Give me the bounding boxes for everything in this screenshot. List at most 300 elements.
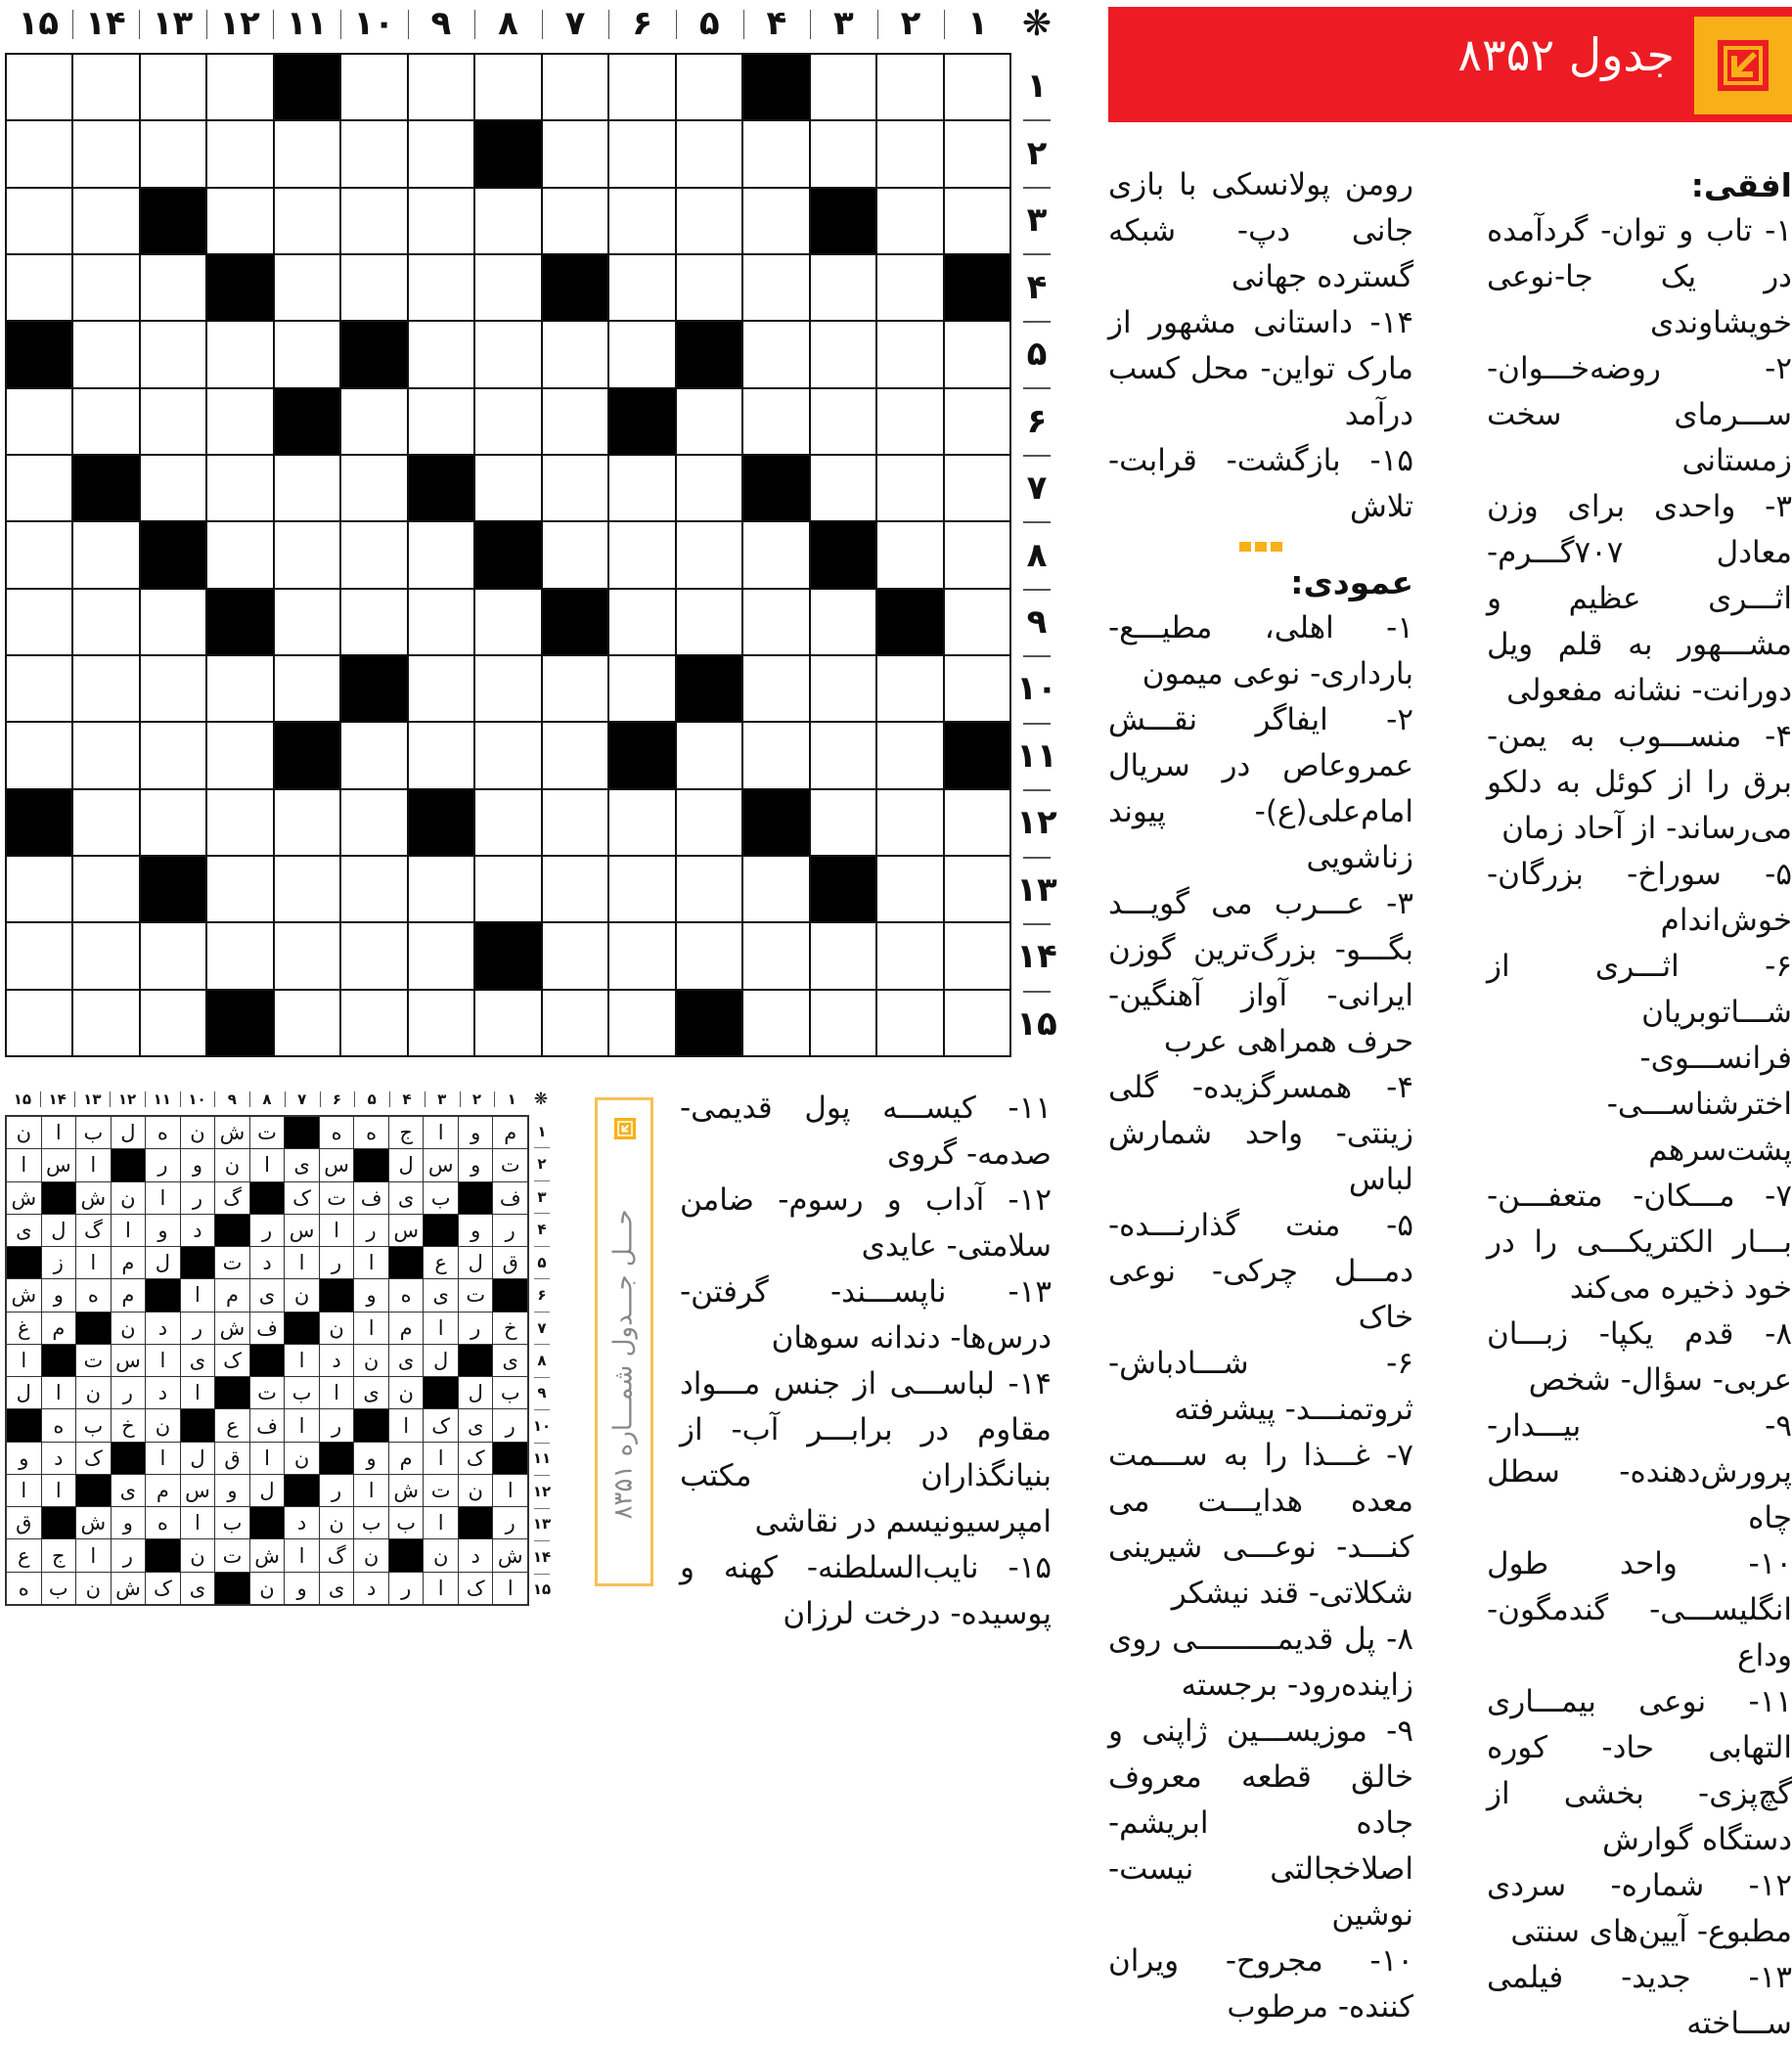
grid-cell[interactable]	[877, 322, 942, 386]
grid-cell[interactable]	[73, 790, 138, 855]
grid-cell[interactable]	[275, 923, 339, 988]
grid-cell[interactable]	[945, 456, 1009, 520]
grid-cell[interactable]	[141, 723, 205, 787]
grid-cell[interactable]	[475, 189, 540, 253]
solution-letter-cell: ن	[112, 1182, 146, 1214]
solution-letter-cell: ش	[76, 1182, 111, 1214]
solution-black-cell	[354, 1149, 388, 1180]
grid-cell[interactable]	[141, 923, 205, 988]
solution-letter-cell: ا	[76, 1539, 111, 1571]
grid-cell[interactable]	[677, 723, 741, 787]
solution-letter-cell: و	[459, 1117, 493, 1148]
grid-cell[interactable]	[275, 121, 339, 186]
grid-cell[interactable]	[811, 991, 875, 1055]
solution-letter-cell: ش	[112, 1573, 146, 1604]
grid-cell[interactable]	[341, 255, 406, 320]
grid-cell[interactable]	[409, 857, 473, 921]
solution-letter-cell: ن	[285, 1279, 319, 1311]
grid-cell[interactable]	[275, 189, 339, 253]
grid-cell[interactable]	[543, 121, 607, 186]
clue-text: ۴- منســـوب به یمن- برق را از کوئل به دلکو می‌رساند- از آحاد زمان	[1487, 719, 1792, 846]
solution-letter-cell: ر	[354, 1215, 388, 1246]
grid-cell[interactable]	[677, 189, 741, 253]
solution-letter-cell: م	[493, 1117, 527, 1148]
grid-cell[interactable]	[677, 590, 741, 654]
solution-letter-cell: ن	[389, 1377, 424, 1408]
black-cell	[341, 656, 406, 721]
grid-cell[interactable]	[207, 55, 272, 119]
grid-cell[interactable]	[341, 456, 406, 520]
grid-cell[interactable]	[73, 255, 138, 320]
grid-cell[interactable]	[609, 857, 674, 921]
black-cell	[409, 456, 473, 520]
black-cell	[945, 723, 1009, 787]
solution-letter-cell: ا	[250, 1443, 285, 1474]
grid-cell[interactable]	[475, 790, 540, 855]
grid-cell[interactable]	[475, 456, 540, 520]
grid-cell[interactable]	[275, 255, 339, 320]
grid-cell[interactable]	[275, 456, 339, 520]
grid-cell[interactable]	[141, 121, 205, 186]
grid-cell[interactable]	[609, 991, 674, 1055]
solution-letter-cell: ی	[493, 1345, 527, 1376]
grid-cell[interactable]	[341, 590, 406, 654]
grid-cell[interactable]	[811, 790, 875, 855]
grid-cell[interactable]	[811, 590, 875, 654]
grid-cell[interactable]	[341, 121, 406, 186]
grid-cell[interactable]	[7, 857, 71, 921]
grid-cell[interactable]	[409, 55, 473, 119]
grid-cell[interactable]	[73, 656, 138, 721]
grid-cell[interactable]	[341, 55, 406, 119]
solution-row-number: ۵	[531, 1246, 553, 1278]
grid-cell[interactable]	[73, 991, 138, 1055]
grid-cell[interactable]	[811, 121, 875, 186]
grid-cell[interactable]	[275, 790, 339, 855]
solution-letter-cell: د	[285, 1507, 319, 1538]
grid-cell[interactable]	[543, 790, 607, 855]
grid-cell[interactable]	[743, 656, 808, 721]
grid-cell[interactable]	[677, 923, 741, 988]
grid-cell[interactable]	[341, 389, 406, 454]
solution-row-number: ۶	[531, 1278, 553, 1311]
grid-cell[interactable]	[743, 590, 808, 654]
solution-letter-cell: ا	[76, 1247, 111, 1278]
grid-cell[interactable]	[609, 255, 674, 320]
solution-black-cell	[146, 1279, 180, 1311]
grid-cell[interactable]	[207, 121, 272, 186]
section-heading: عمودی:	[1290, 563, 1413, 601]
grid-cell[interactable]	[73, 322, 138, 386]
grid-cell[interactable]	[73, 923, 138, 988]
grid-cell[interactable]	[609, 55, 674, 119]
grid-cell[interactable]	[945, 991, 1009, 1055]
black-cell	[475, 121, 540, 186]
grid-cell[interactable]	[543, 322, 607, 386]
grid-cell[interactable]	[409, 189, 473, 253]
solution-row-number: ۱۱	[531, 1443, 553, 1475]
solution-letter-cell: ی	[181, 1345, 215, 1376]
grid-cell[interactable]	[811, 723, 875, 787]
grid-cell[interactable]	[141, 456, 205, 520]
grid-cell[interactable]	[609, 322, 674, 386]
solution-letter-cell: ن	[424, 1539, 458, 1571]
solution-letter-cell: ف	[250, 1313, 285, 1344]
grid-cell[interactable]	[341, 522, 406, 587]
grid-cell[interactable]	[409, 389, 473, 454]
solution-letter-cell: ش	[7, 1182, 41, 1214]
grid-cell[interactable]	[73, 590, 138, 654]
grid-cell[interactable]	[207, 923, 272, 988]
solution-column-number: ۱۵	[13, 1090, 32, 1108]
solution-letter-cell: ه	[42, 1409, 76, 1441]
grid-cell[interactable]	[677, 522, 741, 587]
grid-cell[interactable]	[73, 189, 138, 253]
solution-letter-cell: ا	[76, 1149, 111, 1180]
solution-letter-cell: ل	[459, 1247, 493, 1278]
solution-letter-cell: ش	[76, 1507, 111, 1538]
grid-cell[interactable]	[475, 255, 540, 320]
solution-letter-cell: ب	[76, 1409, 111, 1441]
grid-cell[interactable]	[7, 991, 71, 1055]
grid-cell[interactable]	[877, 656, 942, 721]
black-cell	[7, 790, 71, 855]
grid-cell[interactable]	[73, 857, 138, 921]
grid-cell[interactable]	[945, 522, 1009, 587]
clue-text: رومن پولانسکی با بازی جانی دپ- شبکه گسترده جهانی	[1108, 167, 1413, 294]
solution-letter-cell: ر	[181, 1182, 215, 1214]
clues-middle-column	[1108, 162, 1413, 2030]
grid-cell[interactable]	[73, 121, 138, 186]
grid-cell[interactable]	[207, 857, 272, 921]
grid-cell[interactable]	[743, 723, 808, 787]
grid-cell[interactable]	[543, 923, 607, 988]
grid-cell[interactable]	[475, 389, 540, 454]
grid-cell[interactable]	[743, 923, 808, 988]
grid-cell[interactable]	[475, 991, 540, 1055]
clue-text: ۵- سوراخ- بزرگان- خوش‌اندام	[1487, 857, 1792, 938]
solution-black-cell	[42, 1507, 76, 1538]
clue-text: ۳- واحدی برای وزن معادل ۷۰۷گـــرم- اثـــری عظیم و مشـــهور به قلم ویل دورانت- نشانه مفعولی	[1487, 489, 1792, 708]
solution-letter-cell: س	[112, 1345, 146, 1376]
solution-letter-cell: م	[389, 1443, 424, 1474]
grid-cell[interactable]	[409, 923, 473, 988]
grid-cell[interactable]	[877, 790, 942, 855]
solution-letter-cell: ن	[285, 1443, 319, 1474]
grid-cell[interactable]	[275, 322, 339, 386]
grid-cell[interactable]	[945, 121, 1009, 186]
solution-letter-cell: ب	[354, 1507, 388, 1538]
column-number: ۵	[676, 0, 743, 47]
grid-cell[interactable]	[409, 255, 473, 320]
solution-column-number: ۵	[354, 1088, 389, 1111]
solution-letter-cell: ا	[7, 1475, 41, 1506]
grid-cell[interactable]	[275, 857, 339, 921]
solution-letter-cell: ن	[459, 1475, 493, 1506]
grid-cell[interactable]	[543, 389, 607, 454]
grid-cell[interactable]	[275, 522, 339, 587]
grid-cell[interactable]	[543, 857, 607, 921]
grid-cell[interactable]	[877, 55, 942, 119]
solution-black-cell	[424, 1377, 458, 1408]
solution-letter-cell: ب	[493, 1377, 527, 1408]
grid-cell[interactable]	[73, 389, 138, 454]
grid-cell[interactable]	[341, 857, 406, 921]
grid-cell[interactable]	[7, 189, 71, 253]
clue-text: ۹- موزیســـین ژاپنی و خالق قطعه معروف جاده ابریشم- اصلاخجالتی نیست- نوشین	[1108, 1713, 1413, 1933]
solution-letter-cell: ی	[459, 1409, 493, 1441]
grid-cell[interactable]	[7, 522, 71, 587]
grid-cell[interactable]	[609, 590, 674, 654]
grid-cell[interactable]	[275, 656, 339, 721]
grid-cell[interactable]	[7, 255, 71, 320]
grid-cell[interactable]	[141, 255, 205, 320]
solution-letter-cell: ی	[389, 1345, 424, 1376]
grid-cell[interactable]	[877, 189, 942, 253]
grid-cell[interactable]	[207, 456, 272, 520]
solution-row-number: ۴	[531, 1213, 553, 1245]
grid-cell[interactable]	[945, 656, 1009, 721]
grid-cell[interactable]	[811, 456, 875, 520]
grid-cell[interactable]	[141, 991, 205, 1055]
grid-cell[interactable]	[341, 790, 406, 855]
grid-cell[interactable]	[207, 522, 272, 587]
grid-cell[interactable]	[945, 590, 1009, 654]
grid-cell[interactable]	[877, 923, 942, 988]
solution-letter-cell: ن	[215, 1149, 249, 1180]
grid-cell[interactable]	[7, 723, 71, 787]
clue-text: ۴- همسرگزیده- گلی زینتی- واحد شمارش لباس	[1108, 1070, 1413, 1197]
solution-letter-cell: س	[42, 1149, 76, 1180]
grid-cell[interactable]	[341, 991, 406, 1055]
grid-cell[interactable]	[677, 857, 741, 921]
solution-black-cell	[76, 1313, 111, 1344]
grid-cell[interactable]	[677, 55, 741, 119]
solution-letter-cell: م	[146, 1475, 180, 1506]
solution-letter-cell: ب	[285, 1377, 319, 1408]
grid-cell[interactable]	[409, 723, 473, 787]
grid-cell[interactable]	[475, 857, 540, 921]
grid-cell[interactable]	[743, 991, 808, 1055]
grid-cell[interactable]	[543, 456, 607, 520]
black-cell	[141, 189, 205, 253]
grid-cell[interactable]	[877, 991, 942, 1055]
grid-cell[interactable]	[141, 322, 205, 386]
grid-cell[interactable]	[677, 389, 741, 454]
grid-cell[interactable]	[677, 456, 741, 520]
grid-cell[interactable]	[677, 255, 741, 320]
grid-cell[interactable]	[945, 790, 1009, 855]
grid-cell[interactable]	[609, 790, 674, 855]
solution-letter-cell: ی	[354, 1377, 388, 1408]
grid-cell[interactable]	[475, 656, 540, 721]
grid-cell[interactable]	[207, 790, 272, 855]
grid-cell[interactable]	[743, 522, 808, 587]
solution-black-cell	[112, 1443, 146, 1474]
grid-cell[interactable]	[543, 991, 607, 1055]
solution-black-cell	[215, 1215, 249, 1246]
solution-black-cell	[320, 1443, 354, 1474]
grid-cell[interactable]	[141, 55, 205, 119]
solution-row-number: ۳	[531, 1180, 553, 1213]
grid-cell[interactable]	[877, 255, 942, 320]
solution-letter-cell: ب	[389, 1507, 424, 1538]
solution-letter-cell: ج	[42, 1539, 76, 1571]
solution-letter-cell: ش	[493, 1539, 527, 1571]
solution-letter-cell: ق	[493, 1247, 527, 1278]
grid-cell[interactable]	[877, 121, 942, 186]
black-cell	[743, 456, 808, 520]
grid-cell[interactable]	[543, 522, 607, 587]
solution-letter-cell: د	[146, 1313, 180, 1344]
grid-cell[interactable]	[677, 121, 741, 186]
grid-cell[interactable]	[811, 923, 875, 988]
grid-cell[interactable]	[341, 189, 406, 253]
grid-cell[interactable]	[811, 255, 875, 320]
grid-cell[interactable]	[7, 656, 71, 721]
grid-cell[interactable]	[543, 55, 607, 119]
solution-letter-cell: ا	[424, 1117, 458, 1148]
grid-cell[interactable]	[207, 322, 272, 386]
grid-cell[interactable]	[341, 723, 406, 787]
grid-cell[interactable]	[677, 790, 741, 855]
solution-letter-cell: گ	[76, 1215, 111, 1246]
grid-cell[interactable]	[73, 55, 138, 119]
grid-cell[interactable]	[73, 522, 138, 587]
grid-cell[interactable]	[811, 322, 875, 386]
grid-cell[interactable]	[945, 322, 1009, 386]
grid-cell[interactable]	[743, 322, 808, 386]
grid-cell[interactable]	[877, 522, 942, 587]
grid-cell[interactable]	[609, 656, 674, 721]
grid-cell[interactable]	[409, 322, 473, 386]
row-number: ۳	[1013, 187, 1060, 253]
grid-cell[interactable]	[141, 790, 205, 855]
grid-cell[interactable]	[409, 522, 473, 587]
solution-letter-cell: س	[389, 1215, 424, 1246]
grid-cell[interactable]	[409, 590, 473, 654]
grid-cell[interactable]	[945, 389, 1009, 454]
grid-cell[interactable]	[743, 857, 808, 921]
solution-letter-cell: د	[354, 1573, 388, 1604]
solution-black-cell	[459, 1507, 493, 1538]
grid-cell[interactable]	[609, 522, 674, 587]
grid-cell[interactable]	[207, 656, 272, 721]
solution-letter-cell: ش	[215, 1117, 249, 1148]
grid-cell[interactable]	[7, 55, 71, 119]
grid-cell[interactable]	[7, 389, 71, 454]
solution-row-number: ۱۳	[531, 1508, 553, 1540]
grid-cell[interactable]	[409, 121, 473, 186]
grid-cell[interactable]	[543, 189, 607, 253]
solution-letter-cell: ی	[181, 1573, 215, 1604]
solution-letter-cell: د	[181, 1215, 215, 1246]
solution-letter-cell: ن	[181, 1117, 215, 1148]
grid-cell[interactable]	[811, 389, 875, 454]
grid-cell[interactable]	[409, 991, 473, 1055]
solution-letter-cell: ب	[76, 1117, 111, 1148]
grid-cell[interactable]	[475, 723, 540, 787]
grid-cell[interactable]	[609, 923, 674, 988]
grid-cell[interactable]	[73, 723, 138, 787]
grid-cell[interactable]	[945, 55, 1009, 119]
grid-cell[interactable]	[475, 55, 540, 119]
solution-letter-cell: س	[320, 1149, 354, 1180]
row-number: ۱۰	[1013, 655, 1060, 722]
black-cell	[475, 522, 540, 587]
grid-cell[interactable]	[207, 723, 272, 787]
black-cell	[811, 857, 875, 921]
grid-cell[interactable]	[945, 189, 1009, 253]
grid-cell[interactable]	[141, 590, 205, 654]
grid-cell[interactable]	[207, 189, 272, 253]
grid-cell[interactable]	[7, 923, 71, 988]
solution-letter-cell: ر	[250, 1215, 285, 1246]
grid-cell[interactable]	[543, 656, 607, 721]
grid-cell[interactable]	[275, 991, 339, 1055]
solution-letter-cell: ا	[42, 1377, 76, 1408]
solution-row-numbers	[531, 1115, 553, 1606]
solution-letter-cell: ا	[181, 1507, 215, 1538]
grid-cell[interactable]	[141, 656, 205, 721]
grid-cell[interactable]	[7, 590, 71, 654]
grid-cell[interactable]	[743, 255, 808, 320]
grid-cell[interactable]	[945, 857, 1009, 921]
solution-column-number: ۷	[285, 1088, 320, 1111]
grid-cell[interactable]	[609, 189, 674, 253]
solution-letter-cell: د	[459, 1539, 493, 1571]
grid-cell[interactable]	[141, 389, 205, 454]
solution-letter-cell: ی	[7, 1215, 41, 1246]
row-number: ۱۴	[1013, 923, 1060, 990]
grid-cell[interactable]	[877, 389, 942, 454]
grid-cell[interactable]	[877, 723, 942, 787]
solution-letter-cell: ا	[250, 1149, 285, 1180]
solution-black-cell	[215, 1573, 249, 1604]
solution-letter-cell: ل	[42, 1215, 76, 1246]
solution-letter-cell: ا	[181, 1279, 215, 1311]
grid-cell[interactable]	[207, 389, 272, 454]
grid-cell[interactable]	[409, 656, 473, 721]
grid-cell[interactable]	[743, 121, 808, 186]
grid-cell[interactable]	[811, 55, 875, 119]
grid-cell[interactable]	[877, 857, 942, 921]
grid-cell[interactable]	[275, 590, 339, 654]
solution-letter-cell: ا	[285, 1345, 319, 1376]
solution-black-cell	[181, 1409, 215, 1441]
clue-text: ۶- شـــادباش- ثروتمنـــد- پیشرفته	[1108, 1346, 1413, 1427]
grid-cell[interactable]	[543, 723, 607, 787]
solution-letter-cell: ا	[285, 1539, 319, 1571]
section-heading: افقی:	[1690, 166, 1792, 204]
solution-letter-cell: ر	[320, 1247, 354, 1278]
grid-cell[interactable]	[609, 456, 674, 520]
grid-cell[interactable]	[877, 456, 942, 520]
grid-cell[interactable]	[811, 656, 875, 721]
grid-cell[interactable]	[475, 322, 540, 386]
grid-cell[interactable]	[341, 923, 406, 988]
solution-letter-cell: د	[42, 1443, 76, 1474]
grid-cell[interactable]	[743, 389, 808, 454]
grid-cell[interactable]	[609, 121, 674, 186]
grid-cell[interactable]	[7, 121, 71, 186]
grid-cell[interactable]	[475, 590, 540, 654]
solution-letter-cell: ر	[112, 1377, 146, 1408]
grid-cell[interactable]	[7, 456, 71, 520]
grid-cell[interactable]	[945, 923, 1009, 988]
solution-letter-cell: ل	[389, 1149, 424, 1180]
grid-cell[interactable]	[743, 189, 808, 253]
